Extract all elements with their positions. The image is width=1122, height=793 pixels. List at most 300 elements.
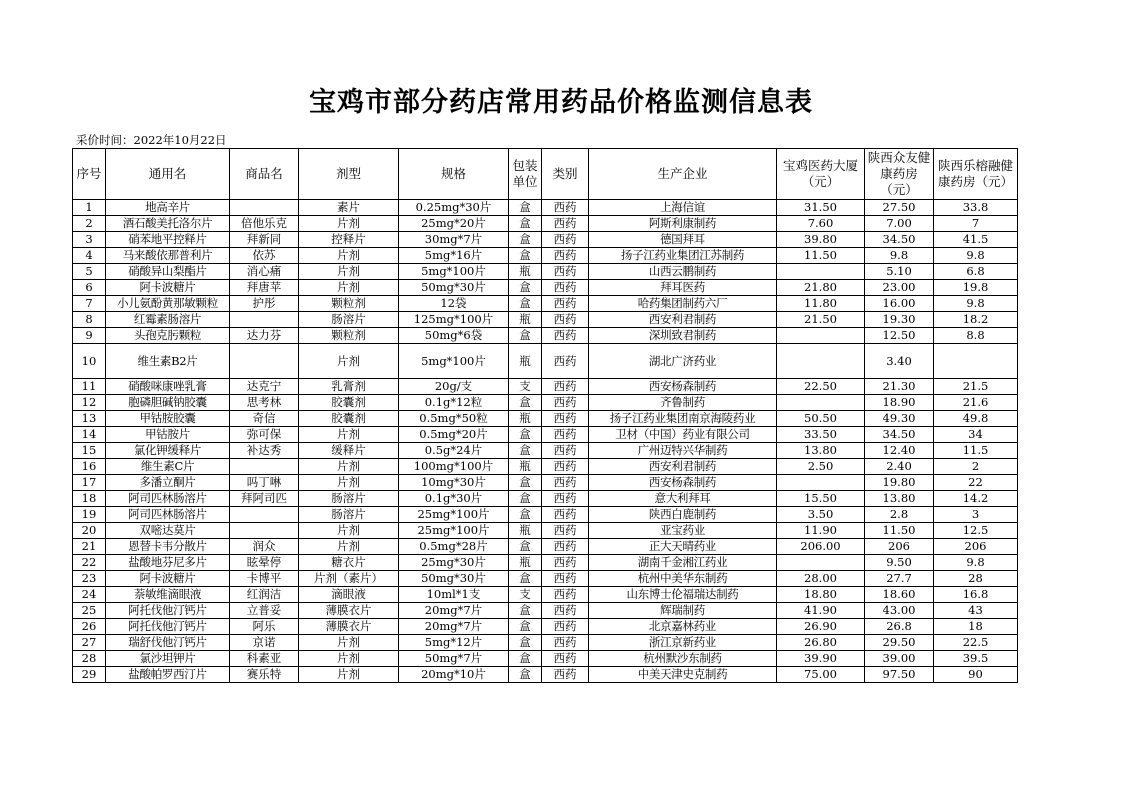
header-store-3-price: 陕西乐榕融健康药房（元） — [934, 149, 1018, 200]
cell-store-3-price: 7 — [934, 216, 1018, 232]
cell-spec: 125mg*100片 — [399, 312, 509, 328]
cell-spec: 0.5mg*50粒 — [399, 411, 509, 427]
cell-dosage-form: 片剂 — [299, 523, 399, 539]
table-row — [73, 411, 1018, 427]
cell-store-3-price: 18.2 — [934, 312, 1018, 328]
cell-package-unit: 盒 — [509, 200, 542, 216]
cell-brand-name: 赛乐特 — [230, 667, 299, 683]
cell-package-unit: 盒 — [509, 443, 542, 459]
cell-store-2-price: 21.30 — [865, 379, 934, 395]
cell-brand-name: 护彤 — [230, 296, 299, 312]
cell-package-unit: 瓶 — [509, 523, 542, 539]
cell-store-2-price: 19.80 — [865, 475, 934, 491]
cell-brand-name: 卡博平 — [230, 571, 299, 587]
header-no: 序号 — [73, 149, 106, 200]
cell-no: 24 — [73, 587, 106, 603]
cell-no: 4 — [73, 248, 106, 264]
cell-package-unit: 盒 — [509, 571, 542, 587]
cell-brand-name — [230, 344, 299, 379]
cell-spec: 0.1g*12粒 — [399, 395, 509, 411]
cell-brand-name: 依苏 — [230, 248, 299, 264]
cell-manufacturer: 杭州中美华东制药 — [589, 571, 777, 587]
cell-generic-name: 维生素B2片 — [106, 344, 230, 379]
cell-no: 6 — [73, 280, 106, 296]
cell-dosage-form: 缓释片 — [299, 443, 399, 459]
cell-manufacturer: 上海信谊 — [589, 200, 777, 216]
cell-package-unit: 支 — [509, 587, 542, 603]
cell-no: 9 — [73, 328, 106, 344]
cell-brand-name: 红润洁 — [230, 587, 299, 603]
cell-brand-name: 达力芬 — [230, 328, 299, 344]
cell-store-3-price: 9.8 — [934, 296, 1018, 312]
cell-category: 西药 — [542, 523, 589, 539]
cell-no: 22 — [73, 555, 106, 571]
table-row — [73, 651, 1018, 667]
cell-store-1-price: 39.90 — [777, 651, 865, 667]
cell-dosage-form: 肠溶片 — [299, 507, 399, 523]
cell-dosage-form: 片剂 — [299, 539, 399, 555]
cell-spec: 20mg*7片 — [399, 619, 509, 635]
cell-store-3-price: 6.8 — [934, 264, 1018, 280]
cell-package-unit: 瓶 — [509, 411, 542, 427]
cell-package-unit: 盒 — [509, 635, 542, 651]
cell-manufacturer: 湖北广济药业 — [589, 344, 777, 379]
header-category: 类别 — [542, 149, 589, 200]
cell-dosage-form: 胶囊剂 — [299, 411, 399, 427]
cell-manufacturer: 西安利君制药 — [589, 312, 777, 328]
cell-manufacturer: 西安杨森制药 — [589, 379, 777, 395]
cell-generic-name: 盐酸地芬尼多片 — [106, 555, 230, 571]
table-row — [73, 603, 1018, 619]
cell-brand-name: 倍他乐克 — [230, 216, 299, 232]
cell-no: 10 — [73, 344, 106, 379]
cell-generic-name: 硝苯地平控释片 — [106, 232, 230, 248]
cell-spec: 20mg*7片 — [399, 603, 509, 619]
cell-store-1-price — [777, 475, 865, 491]
cell-category: 西药 — [542, 555, 589, 571]
cell-category: 西药 — [542, 587, 589, 603]
cell-store-1-price: 21.80 — [777, 280, 865, 296]
cell-generic-name: 盐酸帕罗西汀片 — [106, 667, 230, 683]
cell-dosage-form: 片剂（素片） — [299, 571, 399, 587]
cell-store-1-price: 21.50 — [777, 312, 865, 328]
cell-brand-name: 补达秀 — [230, 443, 299, 459]
cell-generic-name: 氯化钾缓释片 — [106, 443, 230, 459]
cell-generic-name: 瑞舒伐他汀钙片 — [106, 635, 230, 651]
cell-package-unit: 瓶 — [509, 312, 542, 328]
cell-no: 15 — [73, 443, 106, 459]
cell-package-unit: 盒 — [509, 619, 542, 635]
cell-store-1-price: 11.80 — [777, 296, 865, 312]
cell-store-1-price: 26.80 — [777, 635, 865, 651]
cell-store-2-price: 39.00 — [865, 651, 934, 667]
cell-generic-name: 地高辛片 — [106, 200, 230, 216]
cell-no: 17 — [73, 475, 106, 491]
price-date: 采价时间：2022年10月22日 — [76, 133, 227, 147]
cell-store-2-price: 29.50 — [865, 635, 934, 651]
cell-category: 西药 — [542, 427, 589, 443]
cell-no: 26 — [73, 619, 106, 635]
cell-store-1-price: 22.50 — [777, 379, 865, 395]
cell-store-3-price: 90 — [934, 667, 1018, 683]
cell-no: 8 — [73, 312, 106, 328]
cell-store-2-price: 19.30 — [865, 312, 934, 328]
cell-brand-name — [230, 459, 299, 475]
cell-generic-name: 头孢克肟颗粒 — [106, 328, 230, 344]
header-store-2-price: 陕西众友健康药房（元） — [865, 149, 934, 200]
cell-spec: 0.5mg*28片 — [399, 539, 509, 555]
cell-dosage-form: 糖衣片 — [299, 555, 399, 571]
cell-generic-name: 硝酸咪康唑乳膏 — [106, 379, 230, 395]
cell-manufacturer: 扬子江药业集团江苏制药 — [589, 248, 777, 264]
cell-category: 西药 — [542, 667, 589, 683]
cell-store-3-price: 16.8 — [934, 587, 1018, 603]
cell-manufacturer: 中美天津史克制药 — [589, 667, 777, 683]
cell-spec: 20g/支 — [399, 379, 509, 395]
cell-no: 16 — [73, 459, 106, 475]
cell-manufacturer: 正大天晴药业 — [589, 539, 777, 555]
cell-brand-name: 眩晕停 — [230, 555, 299, 571]
table-row — [73, 539, 1018, 555]
cell-store-2-price: 9.8 — [865, 248, 934, 264]
cell-spec: 25mg*20片 — [399, 216, 509, 232]
cell-store-3-price: 21.6 — [934, 395, 1018, 411]
cell-package-unit: 瓶 — [509, 459, 542, 475]
cell-brand-name: 拜阿司匹 — [230, 491, 299, 507]
cell-store-3-price: 3 — [934, 507, 1018, 523]
cell-spec: 25mg*100片 — [399, 507, 509, 523]
cell-category: 西药 — [542, 312, 589, 328]
cell-category: 西药 — [542, 200, 589, 216]
cell-manufacturer: 亚宝药业 — [589, 523, 777, 539]
cell-manufacturer: 广州迈特兴华制药 — [589, 443, 777, 459]
table-row — [73, 427, 1018, 443]
cell-dosage-form: 片剂 — [299, 216, 399, 232]
cell-store-2-price: 23.00 — [865, 280, 934, 296]
cell-manufacturer: 齐鲁制药 — [589, 395, 777, 411]
cell-no: 12 — [73, 395, 106, 411]
cell-store-2-price: 49.30 — [865, 411, 934, 427]
table-row — [73, 619, 1018, 635]
cell-manufacturer: 德国拜耳 — [589, 232, 777, 248]
cell-store-3-price — [934, 344, 1018, 379]
cell-dosage-form: 控释片 — [299, 232, 399, 248]
cell-no: 14 — [73, 427, 106, 443]
cell-generic-name: 阿司匹林肠溶片 — [106, 507, 230, 523]
cell-spec: 50mg*7片 — [399, 651, 509, 667]
cell-dosage-form: 片剂 — [299, 427, 399, 443]
cell-no: 29 — [73, 667, 106, 683]
cell-store-3-price: 19.8 — [934, 280, 1018, 296]
cell-generic-name: 硝酸异山梨酯片 — [106, 264, 230, 280]
cell-store-1-price: 3.50 — [777, 507, 865, 523]
table-row — [73, 587, 1018, 603]
cell-package-unit: 盒 — [509, 427, 542, 443]
table-row — [73, 280, 1018, 296]
table-row — [73, 232, 1018, 248]
cell-category: 西药 — [542, 571, 589, 587]
cell-store-1-price: 75.00 — [777, 667, 865, 683]
cell-store-2-price: 27.7 — [865, 571, 934, 587]
table-row — [73, 555, 1018, 571]
cell-dosage-form: 乳膏剂 — [299, 379, 399, 395]
cell-spec: 5mg*12片 — [399, 635, 509, 651]
cell-dosage-form: 片剂 — [299, 280, 399, 296]
cell-store-3-price: 11.5 — [934, 443, 1018, 459]
cell-dosage-form: 薄膜衣片 — [299, 603, 399, 619]
cell-brand-name: 立普妥 — [230, 603, 299, 619]
cell-store-1-price: 18.80 — [777, 587, 865, 603]
cell-generic-name: 甲钴胺胶囊 — [106, 411, 230, 427]
cell-manufacturer: 西安杨森制药 — [589, 475, 777, 491]
cell-store-1-price: 13.80 — [777, 443, 865, 459]
header-package-unit: 包装单位 — [509, 149, 542, 200]
cell-brand-name: 达克宁 — [230, 379, 299, 395]
cell-package-unit: 盒 — [509, 491, 542, 507]
cell-manufacturer: 浙江京新药业 — [589, 635, 777, 651]
cell-store-2-price: 27.50 — [865, 200, 934, 216]
cell-store-3-price: 12.5 — [934, 523, 1018, 539]
cell-no: 2 — [73, 216, 106, 232]
cell-store-2-price: 12.40 — [865, 443, 934, 459]
cell-no: 7 — [73, 296, 106, 312]
cell-store-2-price: 3.40 — [865, 344, 934, 379]
cell-store-1-price: 2.50 — [777, 459, 865, 475]
cell-category: 西药 — [542, 507, 589, 523]
cell-generic-name: 双嘧达莫片 — [106, 523, 230, 539]
cell-store-3-price: 43 — [934, 603, 1018, 619]
header-manufacturer: 生产企业 — [589, 149, 777, 200]
cell-no: 23 — [73, 571, 106, 587]
cell-brand-name: 科素亚 — [230, 651, 299, 667]
cell-store-3-price: 28 — [934, 571, 1018, 587]
cell-category: 西药 — [542, 248, 589, 264]
cell-manufacturer: 拜耳医药 — [589, 280, 777, 296]
cell-generic-name: 阿托伐他汀钙片 — [106, 619, 230, 635]
table-row — [73, 296, 1018, 312]
cell-store-3-price: 21.5 — [934, 379, 1018, 395]
cell-store-1-price: 33.50 — [777, 427, 865, 443]
cell-store-2-price: 5.10 — [865, 264, 934, 280]
cell-store-3-price: 39.5 — [934, 651, 1018, 667]
cell-brand-name: 阿乐 — [230, 619, 299, 635]
cell-generic-name: 恩替卡韦分散片 — [106, 539, 230, 555]
cell-store-2-price: 13.80 — [865, 491, 934, 507]
price-table — [72, 148, 1018, 683]
cell-dosage-form: 片剂 — [299, 344, 399, 379]
cell-store-2-price: 206 — [865, 539, 934, 555]
cell-package-unit: 盒 — [509, 296, 542, 312]
cell-generic-name: 红霉素肠溶片 — [106, 312, 230, 328]
cell-package-unit: 盒 — [509, 603, 542, 619]
cell-package-unit: 盒 — [509, 248, 542, 264]
cell-brand-name — [230, 523, 299, 539]
cell-manufacturer: 哈药集团制药六厂 — [589, 296, 777, 312]
cell-store-1-price — [777, 264, 865, 280]
cell-store-1-price: 26.90 — [777, 619, 865, 635]
cell-category: 西药 — [542, 459, 589, 475]
cell-dosage-form: 片剂 — [299, 667, 399, 683]
cell-generic-name: 酒石酸美托洛尔片 — [106, 216, 230, 232]
cell-no: 1 — [73, 200, 106, 216]
cell-package-unit: 盒 — [509, 328, 542, 344]
cell-package-unit: 瓶 — [509, 264, 542, 280]
cell-store-2-price: 7.00 — [865, 216, 934, 232]
cell-generic-name: 阿卡波糖片 — [106, 280, 230, 296]
cell-spec: 100mg*100片 — [399, 459, 509, 475]
cell-store-1-price — [777, 395, 865, 411]
cell-store-3-price: 206 — [934, 539, 1018, 555]
cell-dosage-form: 薄膜衣片 — [299, 619, 399, 635]
cell-spec: 5mg*100片 — [399, 264, 509, 280]
cell-dosage-form: 片剂 — [299, 475, 399, 491]
cell-category: 西药 — [542, 539, 589, 555]
cell-store-3-price: 9.8 — [934, 248, 1018, 264]
cell-generic-name: 多潘立酮片 — [106, 475, 230, 491]
cell-store-1-price: 11.90 — [777, 523, 865, 539]
cell-generic-name: 阿司匹林肠溶片 — [106, 491, 230, 507]
cell-package-unit: 盒 — [509, 475, 542, 491]
cell-spec: 50mg*30片 — [399, 280, 509, 296]
cell-dosage-form: 颗粒剂 — [299, 296, 399, 312]
cell-generic-name: 阿卡波糖片 — [106, 571, 230, 587]
cell-manufacturer: 山西云鹏制药 — [589, 264, 777, 280]
cell-generic-name: 萘敏维滴眼液 — [106, 587, 230, 603]
table-row — [73, 379, 1018, 395]
cell-category: 西药 — [542, 379, 589, 395]
cell-store-3-price: 34 — [934, 427, 1018, 443]
cell-store-1-price: 41.90 — [777, 603, 865, 619]
cell-package-unit: 盒 — [509, 507, 542, 523]
table-row — [73, 507, 1018, 523]
cell-generic-name: 维生素C片 — [106, 459, 230, 475]
cell-store-1-price: 28.00 — [777, 571, 865, 587]
cell-no: 13 — [73, 411, 106, 427]
cell-no: 18 — [73, 491, 106, 507]
cell-no: 25 — [73, 603, 106, 619]
cell-no: 27 — [73, 635, 106, 651]
cell-dosage-form: 肠溶片 — [299, 491, 399, 507]
cell-store-2-price: 43.00 — [865, 603, 934, 619]
cell-store-2-price: 34.50 — [865, 232, 934, 248]
cell-dosage-form: 片剂 — [299, 459, 399, 475]
cell-store-2-price: 16.00 — [865, 296, 934, 312]
cell-brand-name — [230, 200, 299, 216]
table-row — [73, 443, 1018, 459]
cell-store-2-price: 2.8 — [865, 507, 934, 523]
cell-brand-name: 润众 — [230, 539, 299, 555]
cell-brand-name: 拜新同 — [230, 232, 299, 248]
cell-category: 西药 — [542, 603, 589, 619]
cell-store-1-price: 7.60 — [777, 216, 865, 232]
cell-manufacturer: 意大利拜耳 — [589, 491, 777, 507]
cell-store-2-price: 9.50 — [865, 555, 934, 571]
cell-store-2-price: 18.90 — [865, 395, 934, 411]
cell-category: 西药 — [542, 475, 589, 491]
cell-no: 5 — [73, 264, 106, 280]
cell-store-3-price: 22.5 — [934, 635, 1018, 651]
cell-manufacturer: 北京嘉林药业 — [589, 619, 777, 635]
cell-manufacturer: 陕西白鹿制药 — [589, 507, 777, 523]
cell-store-1-price: 11.50 — [777, 248, 865, 264]
cell-category: 西药 — [542, 635, 589, 651]
table-row — [73, 459, 1018, 475]
cell-store-3-price: 9.8 — [934, 555, 1018, 571]
cell-store-2-price: 34.50 — [865, 427, 934, 443]
cell-spec: 12袋 — [399, 296, 509, 312]
cell-spec: 0.25mg*30片 — [399, 200, 509, 216]
cell-generic-name: 阿托伐他汀钙片 — [106, 603, 230, 619]
cell-brand-name: 弥可保 — [230, 427, 299, 443]
cell-dosage-form: 素片 — [299, 200, 399, 216]
cell-dosage-form: 片剂 — [299, 635, 399, 651]
header-dosage-form: 剂型 — [299, 149, 399, 200]
cell-brand-name: 拜唐苹 — [230, 280, 299, 296]
table-body — [73, 200, 1018, 683]
cell-store-1-price: 31.50 — [777, 200, 865, 216]
cell-generic-name: 马来酸依那普利片 — [106, 248, 230, 264]
cell-spec: 10ml*1支 — [399, 587, 509, 603]
cell-spec: 0.1g*30片 — [399, 491, 509, 507]
cell-brand-name: 京诺 — [230, 635, 299, 651]
cell-store-1-price: 206.00 — [777, 539, 865, 555]
cell-generic-name: 胞磷胆碱钠胶囊 — [106, 395, 230, 411]
cell-category: 西药 — [542, 411, 589, 427]
table-row — [73, 264, 1018, 280]
cell-category: 西药 — [542, 216, 589, 232]
cell-store-3-price: 33.8 — [934, 200, 1018, 216]
cell-package-unit: 瓶 — [509, 555, 542, 571]
cell-category: 西药 — [542, 395, 589, 411]
cell-category: 西药 — [542, 651, 589, 667]
cell-dosage-form: 片剂 — [299, 248, 399, 264]
cell-manufacturer: 辉瑞制药 — [589, 603, 777, 619]
cell-brand-name — [230, 507, 299, 523]
cell-no: 21 — [73, 539, 106, 555]
cell-manufacturer: 西安利君制药 — [589, 459, 777, 475]
cell-store-1-price — [777, 328, 865, 344]
cell-manufacturer: 山东博士伦福瑞达制药 — [589, 587, 777, 603]
cell-no: 28 — [73, 651, 106, 667]
cell-store-1-price: 50.50 — [777, 411, 865, 427]
cell-brand-name: 消心痛 — [230, 264, 299, 280]
header-generic-name: 通用名 — [106, 149, 230, 200]
cell-dosage-form: 颗粒剂 — [299, 328, 399, 344]
cell-dosage-form: 胶囊剂 — [299, 395, 399, 411]
table-row — [73, 344, 1018, 379]
cell-package-unit: 盒 — [509, 667, 542, 683]
cell-brand-name: 奇信 — [230, 411, 299, 427]
cell-store-3-price: 8.8 — [934, 328, 1018, 344]
cell-generic-name: 氯沙坦钾片 — [106, 651, 230, 667]
cell-brand-name: 吗丁啉 — [230, 475, 299, 491]
cell-store-2-price: 11.50 — [865, 523, 934, 539]
header-brand-name: 商品名 — [230, 149, 299, 200]
cell-package-unit: 盒 — [509, 539, 542, 555]
cell-spec: 25mg*30片 — [399, 555, 509, 571]
cell-category: 西药 — [542, 296, 589, 312]
cell-store-3-price: 18 — [934, 619, 1018, 635]
cell-no: 19 — [73, 507, 106, 523]
cell-manufacturer: 湖南千金湘江药业 — [589, 555, 777, 571]
cell-spec: 10mg*30片 — [399, 475, 509, 491]
cell-store-2-price: 18.60 — [865, 587, 934, 603]
cell-spec: 25mg*100片 — [399, 523, 509, 539]
cell-manufacturer: 阿斯利康制药 — [589, 216, 777, 232]
cell-dosage-form: 片剂 — [299, 264, 399, 280]
cell-manufacturer: 深圳致君制药 — [589, 328, 777, 344]
cell-spec: 30mg*7片 — [399, 232, 509, 248]
